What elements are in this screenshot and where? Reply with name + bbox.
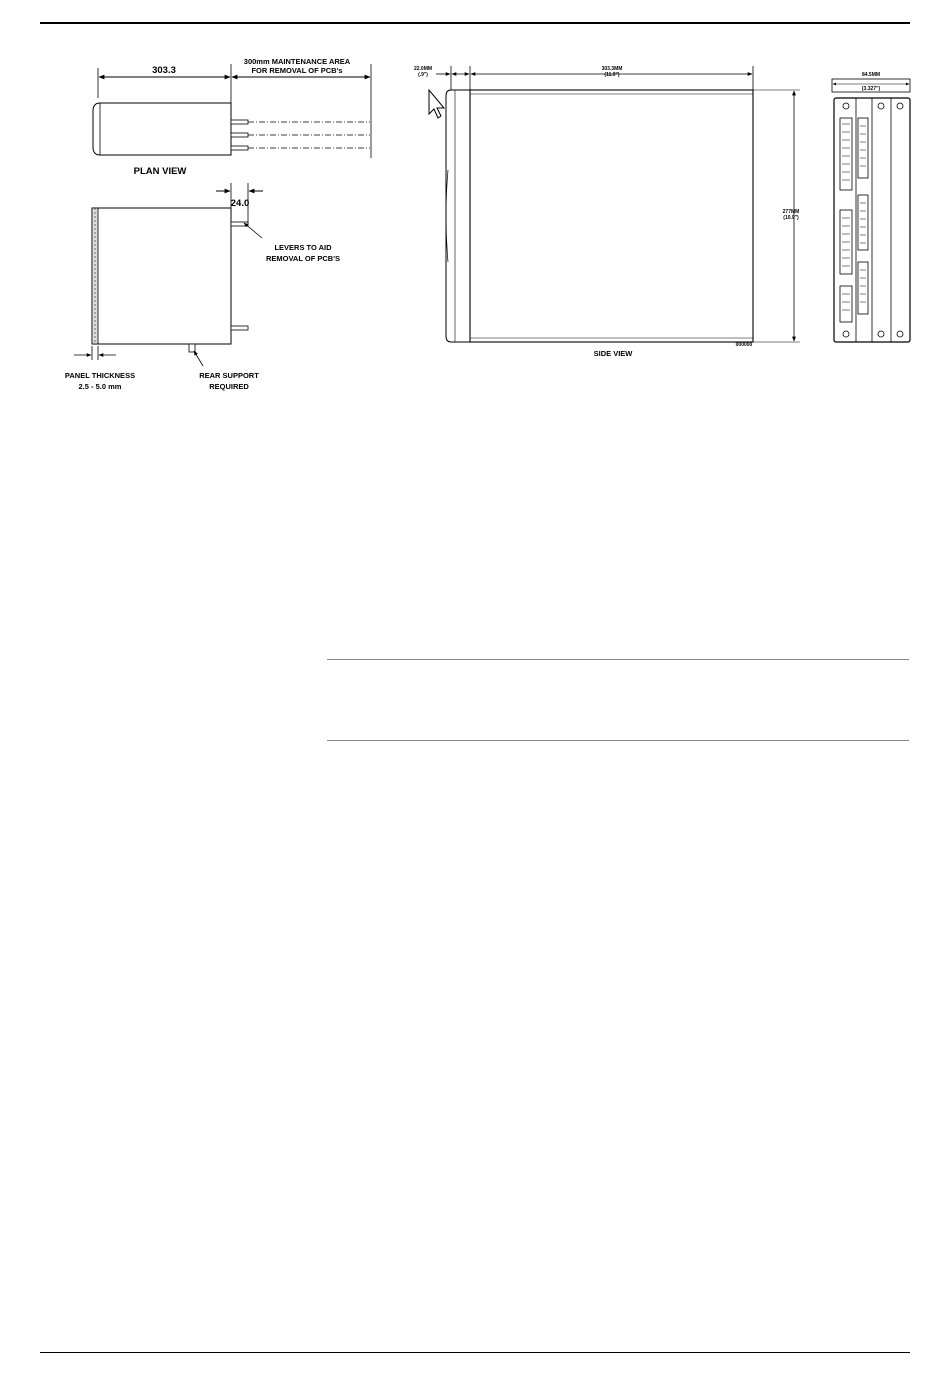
plan-view	[93, 57, 371, 177]
mechanical-drawing	[0, 0, 950, 420]
rear-view	[832, 72, 910, 342]
rear-width-line2: (3.327")	[861, 86, 881, 92]
case-height-line2: (10.9")	[783, 215, 799, 221]
side-view-case	[470, 90, 753, 342]
levers-label-line2: REMOVAL OF PCB'S	[265, 254, 341, 263]
section-rule-top	[327, 659, 909, 660]
panel-thickness-line2: 2.5 - 5.0 mm	[78, 382, 122, 391]
case-depth-line1: 303.3MM	[601, 66, 623, 72]
rear-support-line1: REAR SUPPORT	[199, 371, 259, 380]
maintenance-label-line2: FOR REMOVAL OF PCB's	[251, 66, 343, 75]
profile-case-outline	[92, 208, 231, 344]
plan-view-title: PLAN VIEW	[133, 166, 187, 177]
front-depth-line2: (.9")	[418, 72, 428, 78]
lever-dimension-label: 24.0	[230, 198, 250, 209]
case-depth-line2: (11.9")	[604, 72, 620, 78]
front-depth-line1: 22.0MM	[413, 66, 433, 72]
footer-rule	[40, 1352, 910, 1353]
section-rule-bottom	[327, 740, 909, 741]
side-view-title: SIDE VIEW	[593, 349, 633, 358]
panel-thickness-line1: PANEL THICKNESS	[64, 371, 136, 380]
rear-width-line1: 84.5MM	[861, 72, 881, 78]
side-profile	[65, 183, 340, 391]
plan-width-label: 303.3	[152, 65, 176, 76]
maintenance-label-line1: 300mm MAINTENANCE AREA	[243, 57, 351, 66]
drawing-reference: 000000	[735, 342, 753, 348]
rear-support-line2: REQUIRED	[209, 382, 249, 391]
plan-case-outline	[93, 103, 231, 155]
side-view	[414, 66, 800, 358]
mouse-pointer-icon	[429, 90, 444, 118]
case-height-line1: 277MM	[782, 209, 800, 215]
levers-label-line1: LEVERS TO AID	[274, 243, 332, 252]
